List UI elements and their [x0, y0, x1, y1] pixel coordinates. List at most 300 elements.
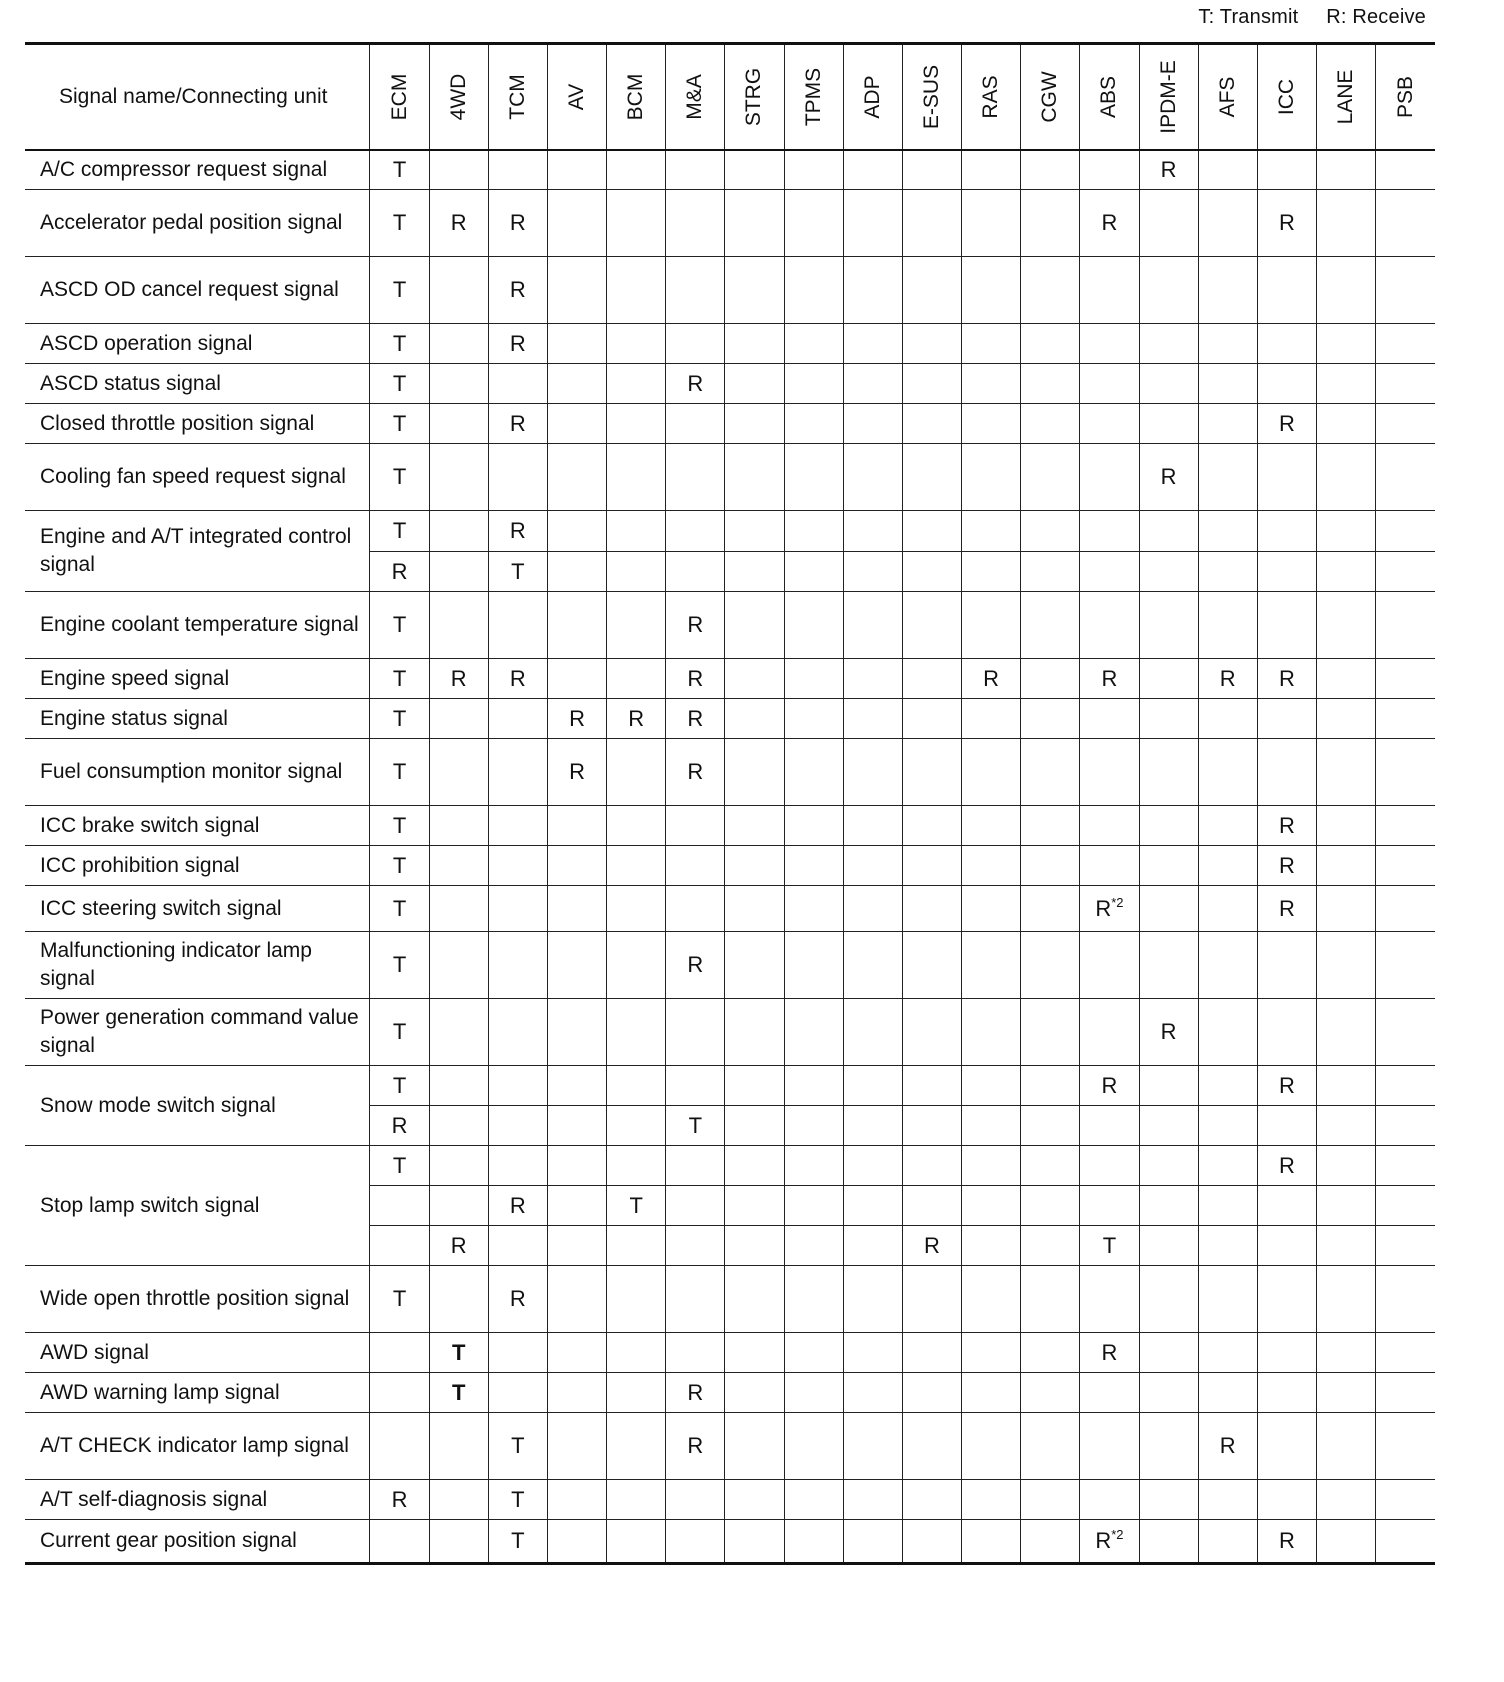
cell-m-a [666, 886, 725, 932]
cell-icc [1257, 1333, 1316, 1373]
table-row [25, 592, 1435, 659]
cell-tpms [784, 324, 843, 364]
cell-tpms [784, 1413, 843, 1480]
cell-av [547, 1106, 606, 1146]
unit-header-afs [1198, 44, 1257, 150]
cell-bcm [607, 190, 666, 257]
cell-icc [1257, 1373, 1316, 1413]
cell-cgw [1021, 592, 1080, 659]
cell-ras [962, 1106, 1021, 1146]
cell-bcm [607, 1373, 666, 1413]
cell-av [547, 1146, 606, 1186]
cell-abs [1080, 739, 1139, 806]
unit-header-label: RAS [979, 75, 1003, 119]
cell-tcm: T [488, 1520, 547, 1564]
unit-header-label: 4WD [446, 73, 470, 121]
cell-tcm [488, 1226, 547, 1266]
cell-abs [1080, 999, 1139, 1066]
cell-ecm: T [370, 806, 429, 846]
signal-name-cell: Snow mode switch signal [25, 1066, 370, 1146]
cell-tpms [784, 806, 843, 846]
cell-adp [843, 1266, 902, 1333]
cell-4wd: T [429, 1333, 488, 1373]
cell-tpms [784, 999, 843, 1066]
cell-ipdm-e [1139, 1520, 1198, 1564]
cell-abs: $R^{*2}$ [1080, 1520, 1139, 1564]
cell-4wd [429, 1106, 488, 1146]
cell-adp [843, 699, 902, 739]
cell-tpms [784, 886, 843, 932]
cell-tpms [784, 592, 843, 659]
cell-afs [1198, 886, 1257, 932]
cell-tpms [784, 659, 843, 699]
cell-m-a: R [666, 659, 725, 699]
cell-ecm: T [370, 999, 429, 1066]
cell-ipdm-e [1139, 1186, 1198, 1226]
cell-lane [1316, 1480, 1375, 1520]
cell-abs: R [1080, 659, 1139, 699]
cell-adp [843, 1146, 902, 1186]
cell-4wd [429, 257, 488, 324]
cell-ecm: T [370, 444, 429, 511]
cell-m-a: R [666, 592, 725, 659]
cell-tcm [488, 886, 547, 932]
cell-lane [1316, 1266, 1375, 1333]
cell-abs: R [1080, 190, 1139, 257]
cell-icc [1257, 324, 1316, 364]
cell-strg [725, 257, 784, 324]
cell-cgw [1021, 699, 1080, 739]
cell-icc [1257, 150, 1316, 190]
cell-strg [725, 806, 784, 846]
cell-4wd: R [429, 190, 488, 257]
footnote-marker: *2 [1111, 894, 1124, 910]
cell-4wd [429, 552, 488, 592]
cell-m-a [666, 1226, 725, 1266]
cell-adp [843, 932, 902, 999]
signal-name-cell: Engine coolant temperature signal [25, 592, 370, 659]
cell-cgw [1021, 552, 1080, 592]
cell-e-sus [902, 1106, 961, 1146]
cell-m-a [666, 1066, 725, 1106]
cell-strg [725, 1373, 784, 1413]
cell-e-sus [902, 1266, 961, 1333]
cell-tpms [784, 511, 843, 552]
cell-ipdm-e [1139, 1146, 1198, 1186]
table-row [25, 932, 1435, 999]
cell-afs [1198, 511, 1257, 552]
unit-header-label: IPDM-E [1156, 60, 1180, 134]
cell-av [547, 1520, 606, 1564]
signal-name-cell: Fuel consumption monitor signal [25, 739, 370, 806]
cell-psb [1376, 886, 1435, 932]
unit-header-label: E-SUS [919, 64, 943, 129]
cell-av [547, 1480, 606, 1520]
cell-av [547, 364, 606, 404]
cell-abs [1080, 404, 1139, 444]
table-row [25, 150, 1435, 190]
cell-av [547, 1186, 606, 1226]
cell-e-sus [902, 699, 961, 739]
cell-m-a [666, 190, 725, 257]
cell-bcm [607, 404, 666, 444]
cell-lane [1316, 1226, 1375, 1266]
cell-cgw [1021, 1520, 1080, 1564]
cell-e-sus [902, 932, 961, 999]
cell-icc [1257, 444, 1316, 511]
can-communication-signal-table [25, 42, 1435, 1565]
cell-ipdm-e [1139, 806, 1198, 846]
cell-av [547, 1266, 606, 1333]
unit-header-e-sus [902, 44, 961, 150]
cell-lane [1316, 324, 1375, 364]
cell-ras [962, 1186, 1021, 1226]
unit-header-label: ABS [1097, 75, 1121, 118]
cell-abs [1080, 324, 1139, 364]
cell-ecm: T [370, 150, 429, 190]
table-row [25, 1373, 1435, 1413]
cell-abs [1080, 1480, 1139, 1520]
cell-m-a [666, 846, 725, 886]
cell-m-a [666, 1186, 725, 1226]
table-row [25, 999, 1435, 1066]
cell-afs [1198, 699, 1257, 739]
cell-tcm [488, 1066, 547, 1106]
cell-cgw [1021, 190, 1080, 257]
cell-psb [1376, 846, 1435, 886]
cell-av [547, 886, 606, 932]
cell-cgw [1021, 659, 1080, 699]
cell-ipdm-e [1139, 659, 1198, 699]
cell-tcm: R [488, 324, 547, 364]
unit-header-4wd [429, 44, 488, 150]
cell-e-sus [902, 364, 961, 404]
cell-ecm: R [370, 1106, 429, 1146]
unit-header-label: TPMS [801, 67, 825, 126]
cell-bcm [607, 1066, 666, 1106]
cell-ras [962, 806, 1021, 846]
signal-name-cell: Engine and A/T integrated control signal [25, 511, 370, 592]
cell-strg [725, 739, 784, 806]
cell-icc [1257, 1413, 1316, 1480]
cell-ecm: T [370, 739, 429, 806]
cell-m-a: R [666, 364, 725, 404]
cell-cgw [1021, 932, 1080, 999]
cell-abs [1080, 1146, 1139, 1186]
cell-psb [1376, 511, 1435, 552]
cell-lane [1316, 444, 1375, 511]
cell-ipdm-e [1139, 1413, 1198, 1480]
cell-icc: R [1257, 846, 1316, 886]
cell-icc [1257, 257, 1316, 324]
signal-name-cell: Power generation command value signal [25, 999, 370, 1066]
cell-ipdm-e [1139, 1480, 1198, 1520]
unit-header-icc [1257, 44, 1316, 150]
legend-transmit: T: Transmit [1198, 6, 1299, 28]
cell-cgw [1021, 1146, 1080, 1186]
cell-cgw [1021, 806, 1080, 846]
cell-cgw [1021, 1066, 1080, 1106]
cell-ipdm-e [1139, 552, 1198, 592]
unit-header-psb [1376, 44, 1435, 150]
cell-e-sus [902, 846, 961, 886]
cell-abs [1080, 1186, 1139, 1226]
cell-ecm: T [370, 1146, 429, 1186]
cell-e-sus [902, 1186, 961, 1226]
cell-ipdm-e: R [1139, 444, 1198, 511]
cell-abs [1080, 932, 1139, 999]
cell-av [547, 659, 606, 699]
cell-e-sus [902, 1333, 961, 1373]
cell-av [547, 999, 606, 1066]
cell-4wd: R [429, 1226, 488, 1266]
cell-strg [725, 190, 784, 257]
cell-av [547, 404, 606, 444]
cell-ecm [370, 1226, 429, 1266]
cell-tpms [784, 1266, 843, 1333]
cell-av [547, 324, 606, 364]
cell-bcm [607, 1266, 666, 1333]
cell-strg [725, 404, 784, 444]
cell-bcm [607, 511, 666, 552]
cell-ipdm-e [1139, 846, 1198, 886]
cell-icc [1257, 1480, 1316, 1520]
cell-ipdm-e [1139, 739, 1198, 806]
cell-av [547, 190, 606, 257]
cell-adp [843, 886, 902, 932]
cell-4wd [429, 886, 488, 932]
cell-ipdm-e [1139, 1333, 1198, 1373]
footnote-marker: *2 [1111, 1527, 1124, 1543]
cell-cgw [1021, 1106, 1080, 1146]
cell-av [547, 1413, 606, 1480]
cell-ecm [370, 1413, 429, 1480]
cell-av: R [547, 699, 606, 739]
cell-abs [1080, 592, 1139, 659]
cell-strg [725, 1106, 784, 1146]
cell-psb [1376, 444, 1435, 511]
cell-tpms [784, 1146, 843, 1186]
cell-tpms [784, 932, 843, 999]
cell-adp [843, 190, 902, 257]
cell-cgw [1021, 739, 1080, 806]
cell-ras [962, 1066, 1021, 1106]
signal-name-cell: Stop lamp switch signal [25, 1146, 370, 1266]
table-row [25, 1333, 1435, 1373]
cell-ecm: R [370, 1480, 429, 1520]
cell-ecm: T [370, 886, 429, 932]
cell-ecm: T [370, 846, 429, 886]
cell-ipdm-e [1139, 1373, 1198, 1413]
cell-lane [1316, 1333, 1375, 1373]
cell-ipdm-e [1139, 1266, 1198, 1333]
cell-lane [1316, 1146, 1375, 1186]
cell-strg [725, 1333, 784, 1373]
cell-m-a: R [666, 932, 725, 999]
cell-abs [1080, 806, 1139, 846]
cell-ecm: T [370, 659, 429, 699]
table-body [25, 150, 1435, 1564]
unit-header-label: CGW [1038, 71, 1062, 123]
cell-tcm: R [488, 404, 547, 444]
cell-icc [1257, 511, 1316, 552]
cell-strg [725, 846, 784, 886]
unit-header-label: LANE [1334, 69, 1358, 125]
unit-header-av [547, 44, 606, 150]
signal-name-cell: ASCD status signal [25, 364, 370, 404]
cell-strg [725, 886, 784, 932]
cell-bcm [607, 739, 666, 806]
cell-tpms [784, 552, 843, 592]
cell-tcm [488, 592, 547, 659]
table-row [25, 806, 1435, 846]
signal-name-cell: Current gear position signal [25, 1520, 370, 1564]
cell-tpms [784, 444, 843, 511]
cell-strg [725, 324, 784, 364]
cell-ecm [370, 1333, 429, 1373]
table-row [25, 404, 1435, 444]
cell-av [547, 1373, 606, 1413]
cell-4wd [429, 1413, 488, 1480]
cell-m-a [666, 1480, 725, 1520]
cell-adp [843, 1066, 902, 1106]
cell-abs [1080, 1413, 1139, 1480]
cell-e-sus: R [902, 1226, 961, 1266]
cell-psb [1376, 257, 1435, 324]
cell-cgw [1021, 1186, 1080, 1226]
signal-name-cell: A/C compressor request signal [25, 150, 370, 190]
cell-strg [725, 999, 784, 1066]
cell-tpms [784, 1226, 843, 1266]
cell-psb [1376, 1266, 1435, 1333]
signal-name-cell: A/T self-diagnosis signal [25, 1480, 370, 1520]
cell-m-a [666, 806, 725, 846]
cell-tpms [784, 1106, 843, 1146]
cell-psb [1376, 699, 1435, 739]
cell-ras [962, 364, 1021, 404]
cell-tcm [488, 150, 547, 190]
cell-e-sus [902, 999, 961, 1066]
cell-av [547, 511, 606, 552]
cell-tcm: R [488, 1266, 547, 1333]
cell-abs [1080, 150, 1139, 190]
cell-icc [1257, 699, 1316, 739]
cell-e-sus [902, 552, 961, 592]
cell-psb [1376, 999, 1435, 1066]
cell-e-sus [902, 444, 961, 511]
cell-psb [1376, 659, 1435, 699]
cell-tcm: R [488, 190, 547, 257]
cell-lane [1316, 592, 1375, 659]
cell-adp [843, 257, 902, 324]
cell-lane [1316, 404, 1375, 444]
cell-tcm: T [488, 552, 547, 592]
cell-ipdm-e [1139, 592, 1198, 659]
cell-cgw [1021, 364, 1080, 404]
legend [1198, 6, 1426, 29]
cell-abs [1080, 364, 1139, 404]
cell-strg [725, 444, 784, 511]
table-row [25, 1066, 1435, 1106]
cell-bcm: T [607, 1186, 666, 1226]
cell-strg [725, 932, 784, 999]
cell-psb [1376, 190, 1435, 257]
cell-afs [1198, 404, 1257, 444]
cell-cgw [1021, 846, 1080, 886]
cell-lane [1316, 1186, 1375, 1226]
cell-abs [1080, 699, 1139, 739]
cell-abs: R [1080, 1333, 1139, 1373]
cell-afs [1198, 324, 1257, 364]
cell-psb [1376, 404, 1435, 444]
cell-adp [843, 150, 902, 190]
cell-ecm: T [370, 364, 429, 404]
cell-bcm [607, 846, 666, 886]
cell-lane [1316, 806, 1375, 846]
unit-header-label: AV [565, 83, 589, 110]
cell-tcm [488, 806, 547, 846]
cell-lane [1316, 659, 1375, 699]
unit-header-label: ADP [860, 75, 884, 119]
cell-adp [843, 1373, 902, 1413]
cell-abs [1080, 511, 1139, 552]
unit-header-lane [1316, 44, 1375, 150]
cell-m-a [666, 444, 725, 511]
cell-av [547, 1066, 606, 1106]
cell-4wd [429, 739, 488, 806]
unit-header-tcm [488, 44, 547, 150]
cell-av [547, 592, 606, 659]
unit-header-cgw [1021, 44, 1080, 150]
cell-afs [1198, 1266, 1257, 1333]
cell-ipdm-e [1139, 257, 1198, 324]
table-row [25, 1413, 1435, 1480]
cell-afs: R [1198, 1413, 1257, 1480]
cell-ras [962, 999, 1021, 1066]
cell-ecm: T [370, 699, 429, 739]
cell-bcm [607, 552, 666, 592]
cell-m-a [666, 552, 725, 592]
cell-bcm [607, 806, 666, 846]
table-row [25, 1146, 1435, 1186]
cell-e-sus [902, 257, 961, 324]
cell-icc [1257, 932, 1316, 999]
cell-psb [1376, 1226, 1435, 1266]
cell-icc: R [1257, 659, 1316, 699]
cell-bcm [607, 150, 666, 190]
table-row [25, 739, 1435, 806]
cell-lane [1316, 1373, 1375, 1413]
cell-icc [1257, 999, 1316, 1066]
cell-tpms [784, 364, 843, 404]
cell-psb [1376, 1373, 1435, 1413]
cell-m-a [666, 511, 725, 552]
cell-av [547, 444, 606, 511]
cell-cgw [1021, 444, 1080, 511]
cell-cgw [1021, 1266, 1080, 1333]
cell-adp [843, 364, 902, 404]
cell-afs [1198, 739, 1257, 806]
cell-e-sus [902, 190, 961, 257]
cell-afs [1198, 1480, 1257, 1520]
table-row [25, 846, 1435, 886]
cell-cgw [1021, 1413, 1080, 1480]
cell-cgw [1021, 999, 1080, 1066]
cell-cgw [1021, 1333, 1080, 1373]
cell-4wd [429, 846, 488, 886]
cell-lane [1316, 150, 1375, 190]
cell-icc [1257, 592, 1316, 659]
